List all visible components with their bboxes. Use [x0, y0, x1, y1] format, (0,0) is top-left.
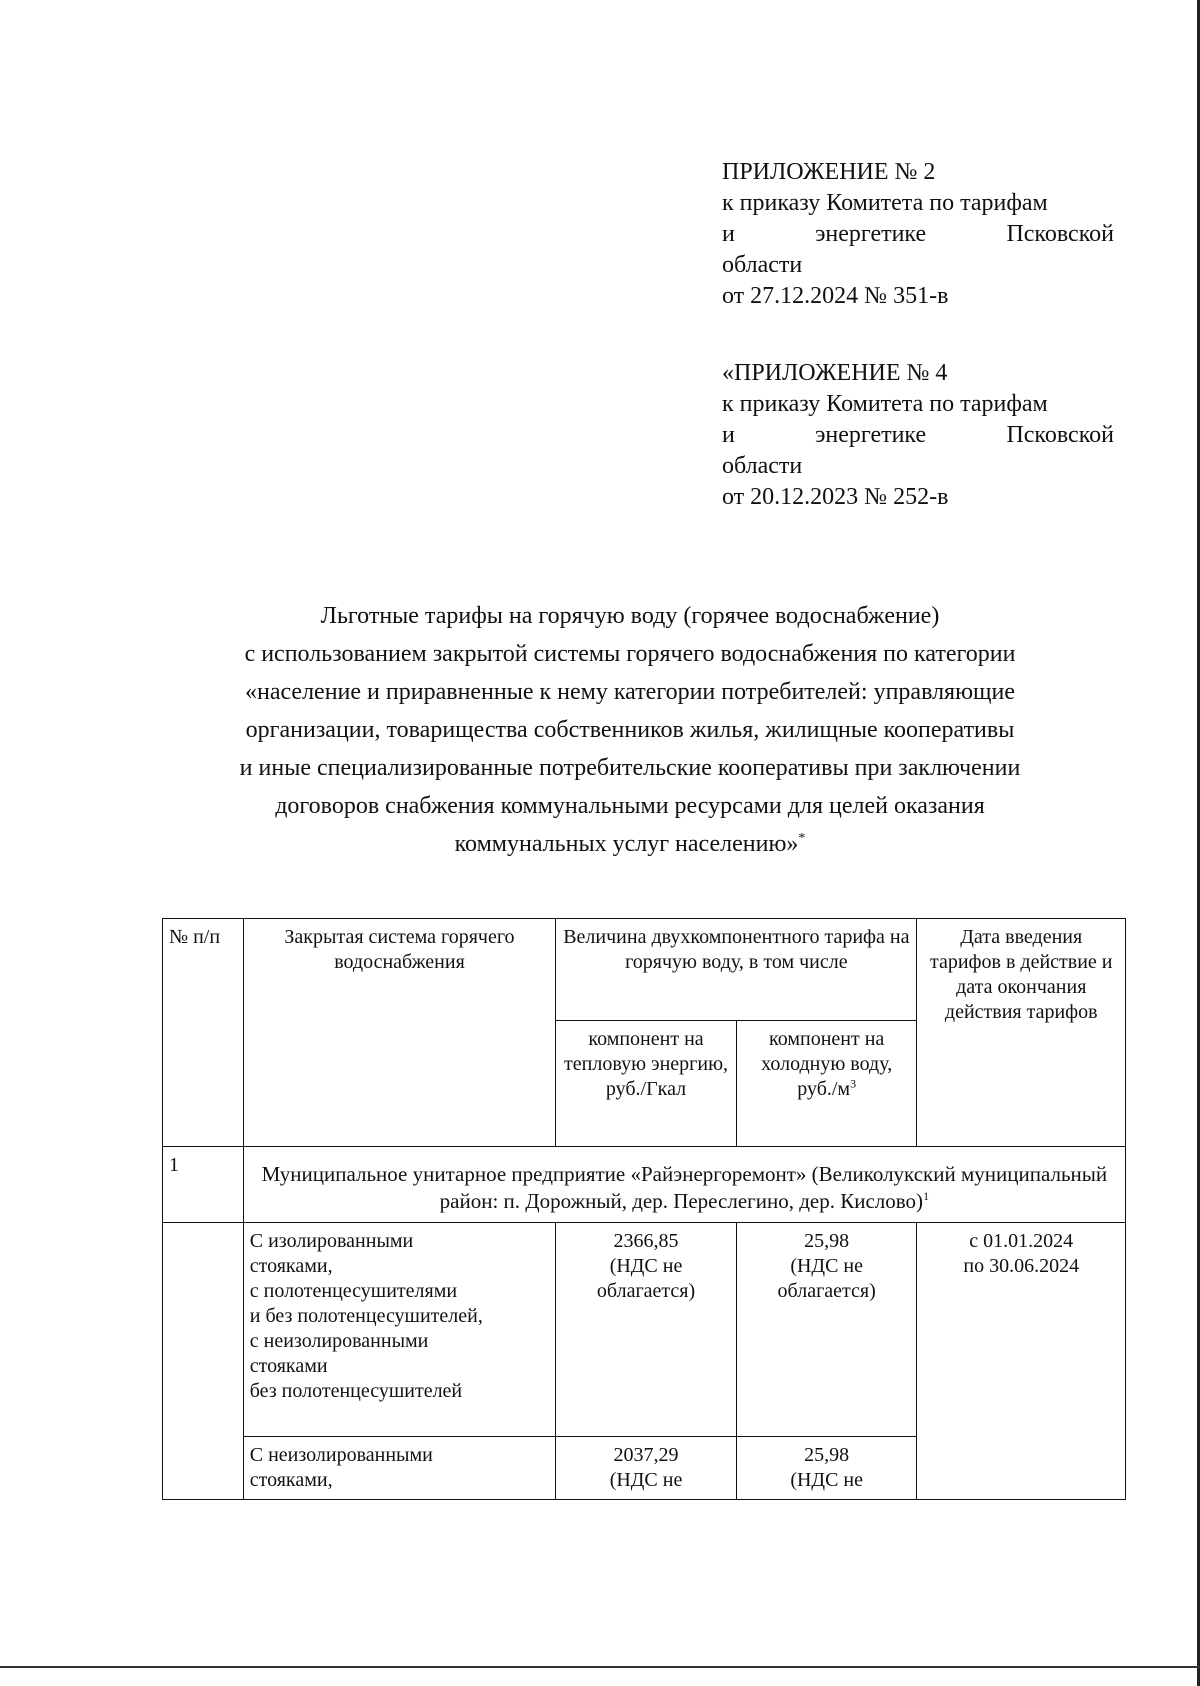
- title-line-2: с использованием закрытой системы горячего водоснабжения по категории: [244, 641, 1016, 667]
- appendix-2-date: от 27.12.2024 № 351-в: [722, 283, 949, 309]
- appendix-2-word-1: и: [722, 221, 735, 247]
- appendix-4-line2: [722, 420, 1114, 451]
- title-line-5: и иные специализированные потребительские кооперативы при заключении: [239, 755, 1021, 781]
- org-name: Муниципальное унитарное предприятие «Райэнергоремонт» (Великолукский муниципальный район: п. Дорожный, дер. Переслегино, дер. Кислово): [261, 1162, 1108, 1213]
- org-num: 1: [163, 1147, 244, 1223]
- header-system: Закрытая система горячего водоснабжения: [243, 919, 555, 1147]
- title-line-1: Льготные тарифы на горячую воду (горячее водоснабжение): [320, 603, 940, 629]
- appendix-4-line3: области: [722, 453, 803, 479]
- appendix-2-title: ПРИЛОЖЕНИЕ № 2: [722, 159, 936, 185]
- appendix-2-line1: к приказу Комитета по тарифам: [722, 190, 1048, 216]
- title-footnote-mark: *: [798, 831, 806, 846]
- appendix-4-word-2: энергетике: [815, 422, 927, 448]
- row-1-cold: 25,98 (НДС не облагается): [736, 1223, 917, 1437]
- table-row: [163, 1223, 1126, 1437]
- appendix-2-header: [722, 157, 1114, 312]
- table-row-org: [163, 1147, 1126, 1223]
- org-footnote-mark: 1: [923, 1189, 930, 1203]
- table-header-row-1: [163, 919, 1126, 1021]
- appendix-2-line2: [722, 219, 1114, 250]
- document-title: [150, 597, 1110, 863]
- appendix-4-line1: к приказу Комитета по тарифам: [722, 391, 1048, 417]
- tariff-table: [162, 918, 1126, 1500]
- org-name-cell: [243, 1147, 1125, 1223]
- table-row-num-empty: [163, 1223, 244, 1500]
- header-tariff-group: Величина двухкомпонентного тарифа на горячую воду, в том числе: [556, 919, 917, 1021]
- row-1-dates: с 01.01.2024 по 30.06.2024: [917, 1223, 1126, 1500]
- header-heat-component: компонент на тепловую энергию, руб./Гкал: [556, 1021, 737, 1147]
- appendix-4-header: [722, 358, 1114, 513]
- appendix-4-word-3: Псковской: [1006, 422, 1114, 448]
- header-dates: Дата введения тарифов в действие и дата окончания действия тарифов: [917, 919, 1126, 1147]
- appendix-4-date: от 20.12.2023 № 252-в: [722, 484, 949, 510]
- appendix-4-title: «ПРИЛОЖЕНИЕ № 4: [722, 360, 948, 386]
- row-2-cold: 25,98 (НДС не: [736, 1437, 917, 1500]
- row-1-heat: 2366,85 (НДС не облагается): [556, 1223, 737, 1437]
- title-line-6: договоров снабжения коммунальными ресурсами для целей оказания: [275, 793, 985, 819]
- header-cold-component-text: компонент на холодную воду, руб./м: [761, 1028, 893, 1100]
- title-line-7-text: коммунальных услуг населению»: [454, 831, 799, 857]
- appendix-2-word-2: энергетике: [815, 221, 927, 247]
- appendix-2-word-3: Псковской: [1006, 221, 1114, 247]
- row-2-system: С неизолированными стояками,: [243, 1437, 555, 1500]
- scan-edge-bottom: [0, 1666, 1200, 1668]
- row-1-system: С изолированными стояками, с полотенцесушителями и без полотенцесушителей, с неизолированными стояками без полотенцесушителей: [243, 1223, 555, 1437]
- header-cold-component: [736, 1021, 917, 1147]
- appendix-4-word-1: и: [722, 422, 735, 448]
- appendix-2-line3: области: [722, 252, 803, 278]
- title-line-7: [150, 825, 1110, 863]
- row-2-heat: 2037,29 (НДС не: [556, 1437, 737, 1500]
- header-cold-component-sup: 3: [850, 1076, 857, 1091]
- title-line-4: организации, товарищества собственников жилья, жилищные кооперативы: [245, 717, 1015, 743]
- title-line-3: «население и приравненные к нему категории потребителей: управляющие: [244, 679, 1015, 705]
- header-num: № п/п: [163, 919, 244, 1147]
